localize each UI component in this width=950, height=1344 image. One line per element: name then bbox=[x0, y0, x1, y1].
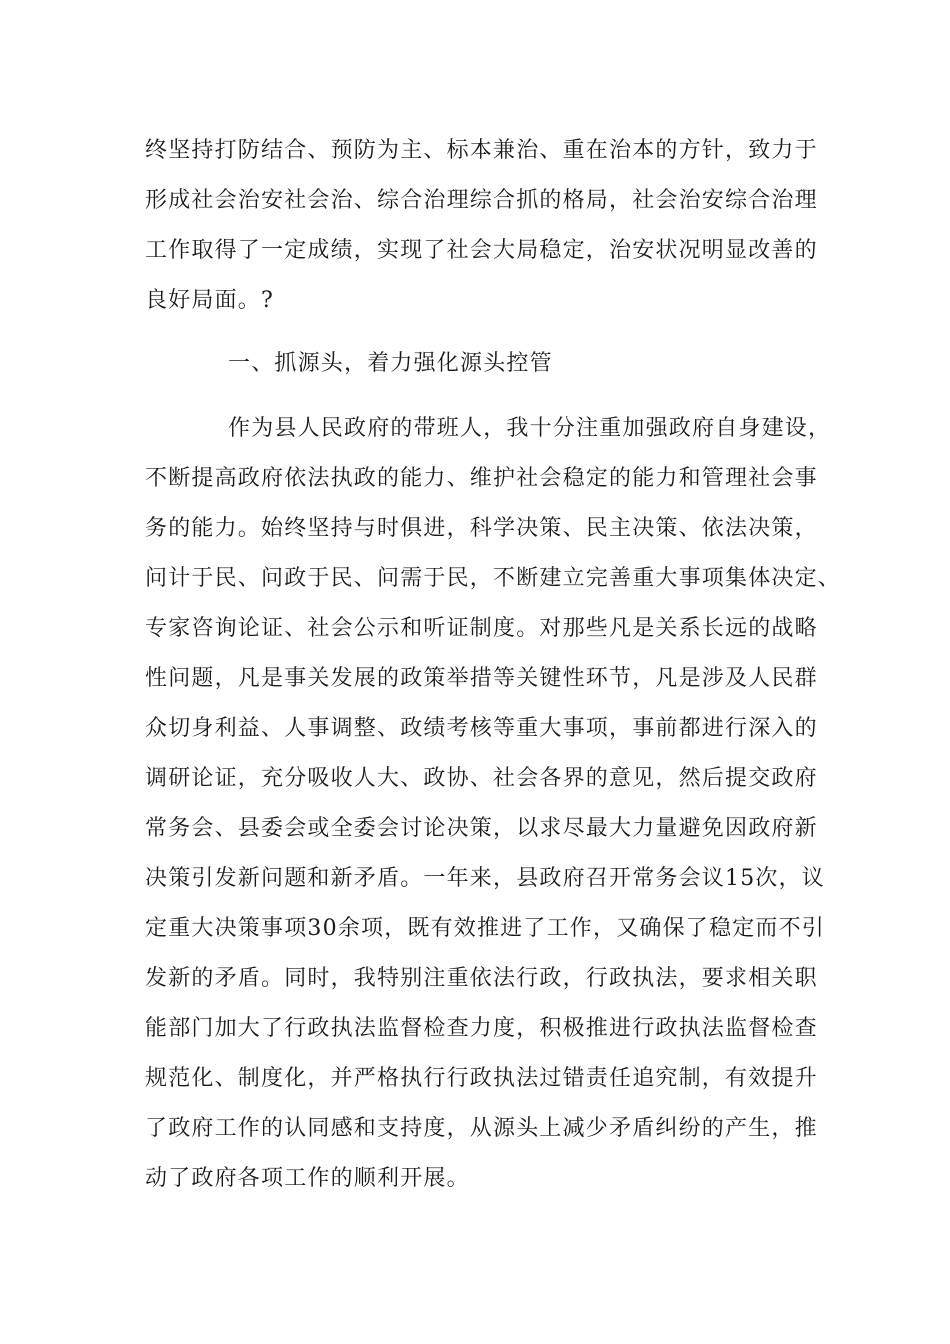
paragraph-2-line-6: 性问题，凡是事关发展的政策举措等关键性环节，凡是涉及人民群 bbox=[145, 666, 818, 691]
paragraph-1-line-2: 形成社会治安社会治、综合治理综合抓的格局，社会治安综合治理 bbox=[145, 188, 818, 213]
paragraph-2-line-8: 调研论证，充分吸收人大、政协、社会各界的意见，然后提交政府 bbox=[145, 766, 818, 791]
paragraph-2-line-5: 专家咨询论证、社会公示和听证制度。对那些凡是关系长远的战略 bbox=[145, 616, 818, 641]
paragraph-2-line-14: 规范化、制度化，并严格执行行政执法过错责任追究制，有效提升 bbox=[145, 1066, 818, 1091]
paragraph-1-line-1: 终坚持打防结合、预防为主、标本兼治、重在治本的方针，致力于 bbox=[145, 138, 818, 163]
paragraph-2-line-12: 发新的矛盾。同时，我特别注重依法行政，行政执法，要求相关职 bbox=[145, 966, 818, 991]
paragraph-2-line-15: 了政府工作的认同感和支持度，从源头上减少矛盾纠纷的产生，推 bbox=[145, 1116, 818, 1141]
paragraph-2-line-3: 务的能力。始终坚持与时俱进，科学决策、民主决策、依法决策， bbox=[145, 516, 818, 541]
paragraph-2-line-9: 常务会、县委会或全委会讨论决策，以求尽最大力量避免因政府新 bbox=[145, 816, 818, 841]
paragraph-2-line-16: 动了政府各项工作的顺利开展。 bbox=[145, 1166, 470, 1191]
paragraph-1-line-3: 工作取得了一定成绩，实现了社会大局稳定，治安状况明显改善的 bbox=[145, 238, 818, 263]
paragraph-1-line-4: 良好局面。? bbox=[145, 288, 274, 313]
paragraph-2-line-2: 不断提高政府依法执政的能力、维护社会稳定的能力和管理社会事 bbox=[145, 466, 818, 491]
paragraph-2-line-10: 决策引发新问题和新矛盾。一年来，县政府召开常务会议15次，议 bbox=[145, 866, 825, 891]
paragraph-2-line-1: 作为县人民政府的带班人，我十分注重加强政府自身建设， bbox=[228, 416, 832, 441]
paragraph-2-line-11: 定重大决策事项30余项，既有效推进了工作，又确保了稳定而不引 bbox=[145, 916, 825, 941]
paragraph-2-line-4: 问计于民、问政于民、问需于民，不断建立完善重大事项集体决定、 bbox=[145, 566, 842, 591]
paragraph-2-line-13: 能部门加大了行政执法监督检查力度，积极推进行政执法监督检查 bbox=[145, 1016, 818, 1041]
paragraph-2-line-7: 众切身利益、人事调整、政绩考核等重大事项，事前都进行深入的 bbox=[145, 716, 818, 741]
section-heading: 一、抓源头，着力强化源头控管 bbox=[228, 351, 553, 376]
